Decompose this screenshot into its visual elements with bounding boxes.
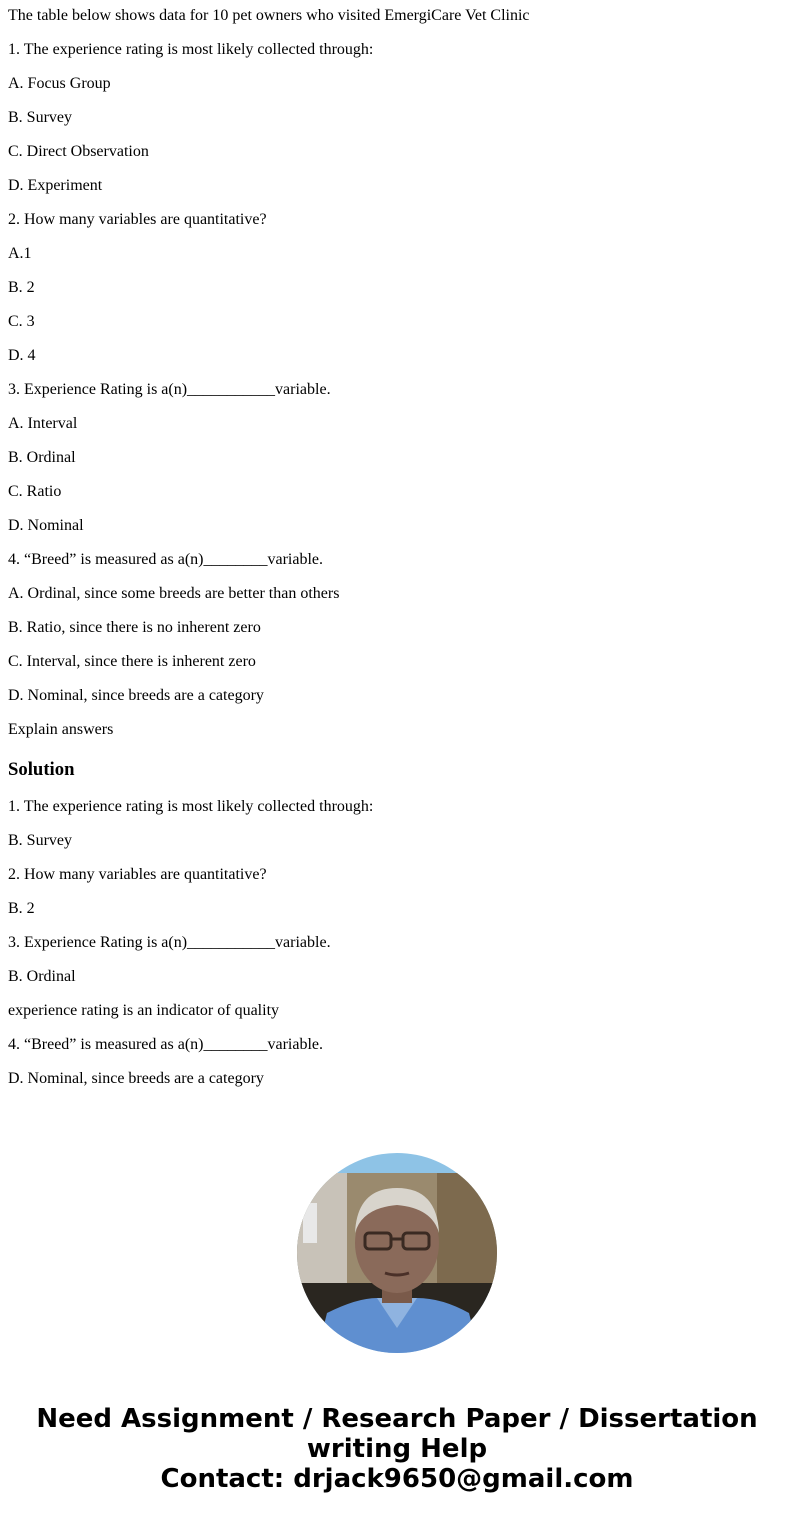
question-1-option-d: D. Experiment [8,177,103,194]
solution-answer-4: D. Nominal, since breeds are a category [8,1070,264,1087]
solution-explanation-3: experience rating is an indicator of quality [8,1002,280,1019]
question-4: 4. “Breed” is measured as a(n)________variable. [8,551,323,568]
question-2-option-d: D. 4 [8,347,36,364]
question-1: 1. The experience rating is most likely collected through: [8,41,374,58]
question-1-option-a: A. Focus Group [8,75,111,92]
question-4-option-c: C. Interval, since there is inherent zero [8,653,256,670]
intro-text: The table below shows data for 10 pet owners who visited EmergiCare Vet Clinic [8,7,530,24]
solution-answer-3: B. Ordinal [8,968,76,985]
question-3-option-c: C. Ratio [8,483,62,500]
question-4-option-d: D. Nominal, since breeds are a category [8,687,264,704]
solution-question-4: 4. “Breed” is measured as a(n)________variable. [8,1036,323,1053]
promo-contact: Contact: drjack9650@gmail.com [160,1464,634,1494]
question-4-option-b: B. Ratio, since there is no inherent zero [8,619,261,636]
solution-section [8,782,786,1088]
question-2-option-c: C. 3 [8,313,35,330]
promo-line-1: Need Assignment / Research Paper / Dissertation [36,1404,758,1434]
question-1-option-b: B. Survey [8,109,72,126]
promo-banner [0,1404,794,1494]
solution-answer-2: B. 2 [8,900,35,917]
question-3-option-a: A. Interval [8,415,78,432]
question-2: 2. How many variables are quantitative? [8,211,267,228]
question-3: 3. Experience Rating is a(n)___________variable. [8,381,331,398]
question-1-option-c: C. Direct Observation [8,143,149,160]
solution-question-3: 3. Experience Rating is a(n)___________variable. [8,934,331,951]
question-3-option-b: B. Ordinal [8,449,76,466]
solution-heading: Solution [8,759,75,780]
solution-answer-1: B. Survey [8,832,72,849]
promo-line-2: writing Help [306,1434,488,1464]
question-2-option-b: B. 2 [8,279,35,296]
question-3-option-d: D. Nominal [8,517,84,534]
questions-section [8,25,786,739]
explain-answers: Explain answers [8,721,114,738]
author-avatar [297,1153,497,1353]
question-4-option-a: A. Ordinal, since some breeds are better than others [8,585,340,602]
author-portrait-icon [297,1153,497,1353]
solution-question-1: 1. The experience rating is most likely collected through: [8,798,374,815]
question-2-option-a: A.1 [8,245,32,262]
solution-question-2: 2. How many variables are quantitative? [8,866,267,883]
